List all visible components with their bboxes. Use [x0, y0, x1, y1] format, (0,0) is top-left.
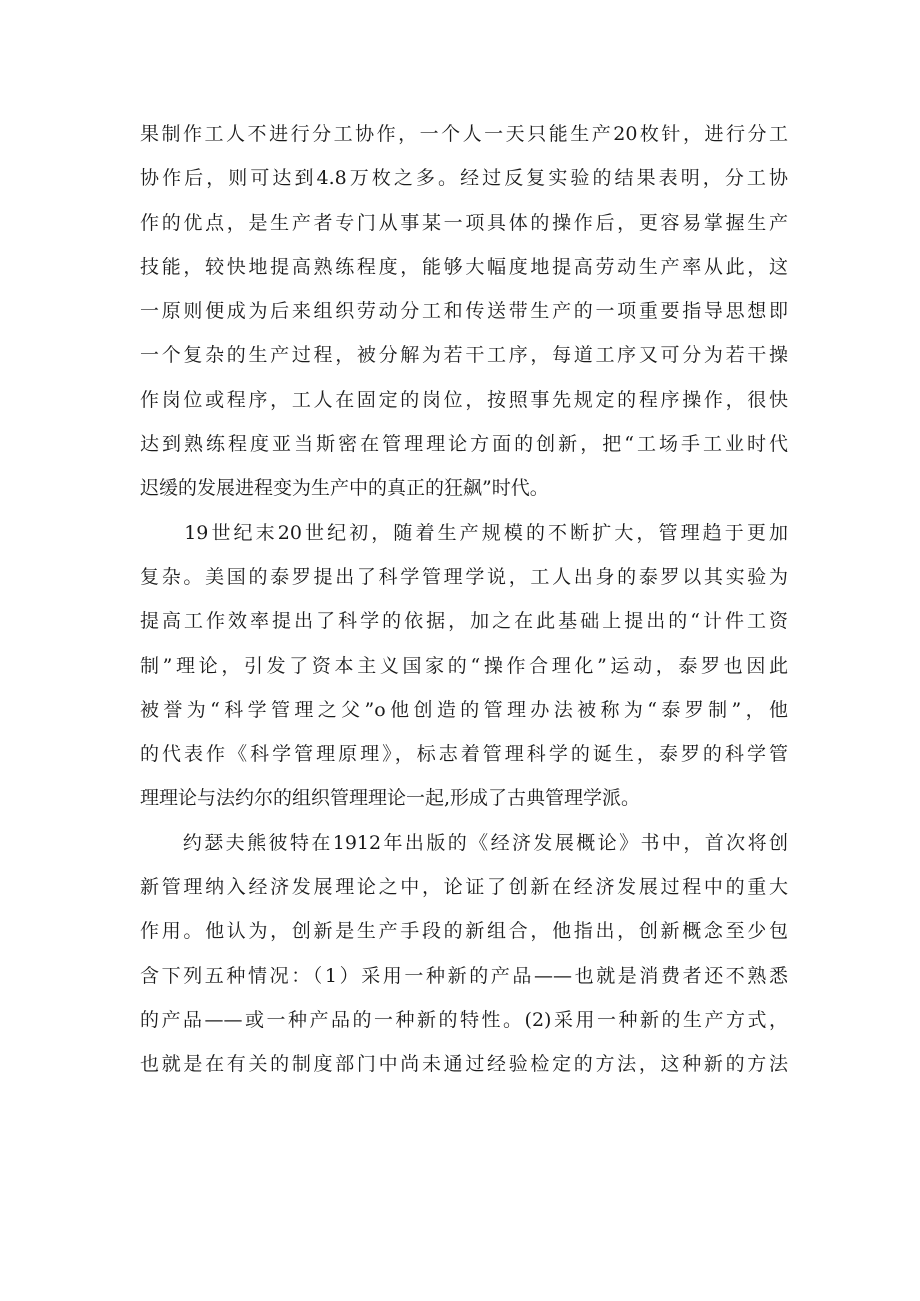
text-line: 一原则便成为后来组织劳动分工和传送带生产的一项重要指导思想即 [140, 300, 788, 323]
text-line: 提高工作效率提出了科学的依据，加之在此基础上提出的“计件工资 [140, 610, 788, 633]
text-line: 被誉为“科学管理之父”o他创造的管理办法被称为“泰罗制”，他 [140, 698, 788, 721]
text-line: 19世纪末20世纪初，随着生产规模的不断扩大，管理趋于更加 [140, 521, 788, 544]
text-line: 制”理论，引发了资本主义国家的“操作合理化”运动，泰罗也因此 [140, 654, 788, 677]
text-line: 复杂。美国的泰罗提出了科学管理学说，工人出身的泰罗以其实验为 [140, 565, 788, 588]
text-line: 也就是在有关的制度部门中尚未通过经验检定的方法，这种新的方法 [140, 1053, 788, 1076]
text-line: 作的优点，是生产者专门从事某一项具体的操作后，更容易掌握生产 [140, 211, 788, 234]
text-line: 新管理纳入经济发展理论之中，论证了创新在经济发展过程中的重大 [140, 876, 788, 899]
text-line: 含下列五种情况：（1）采用一种新的产品——也就是消费者还不熟悉 [140, 964, 788, 987]
text-line: 理理论与法约尔的组织管理理论一起,形成了古典管理学派。 [140, 787, 641, 810]
body-text [140, 112, 788, 1087]
text-line: 达到熟练程度亚当斯密在管理理论方面的创新，把“工场手工业时代 [140, 433, 788, 456]
text-line: 迟缓的发展进程变为生产中的真正的狂飙”时代。 [140, 477, 549, 500]
text-line: 约瑟夫熊彼特在1912年出版的《经济发展概论》书中，首次将创 [140, 831, 788, 854]
text-line: 协作后，则可达到4.8万枚之多。经过反复实验的结果表明，分工协 [140, 167, 788, 190]
text-line: 技能，较快地提高熟练程度，能够大幅度地提高劳动生产率从此，这 [140, 255, 788, 278]
text-line: 作用。他认为，创新是生产手段的新组合，他指出，创新概念至少包 [140, 920, 788, 943]
text-line: 作岗位或程序，工人在固定的岗位，按照事先规定的程序操作，很快 [140, 388, 788, 411]
text-line: 的产品——或一种产品的一种新的特性。(2)采用一种新的生产方式， [140, 1008, 788, 1031]
text-line: 一个复杂的生产过程，被分解为若干工序，每道工序又可分为若干操 [140, 344, 788, 367]
text-line: 的代表作《科学管理原理》，标志着管理科学的诞生，泰罗的科学管 [140, 743, 788, 766]
text-line: 果制作工人不进行分工协作，一个人一天只能生产20枚针，进行分工 [140, 123, 788, 145]
